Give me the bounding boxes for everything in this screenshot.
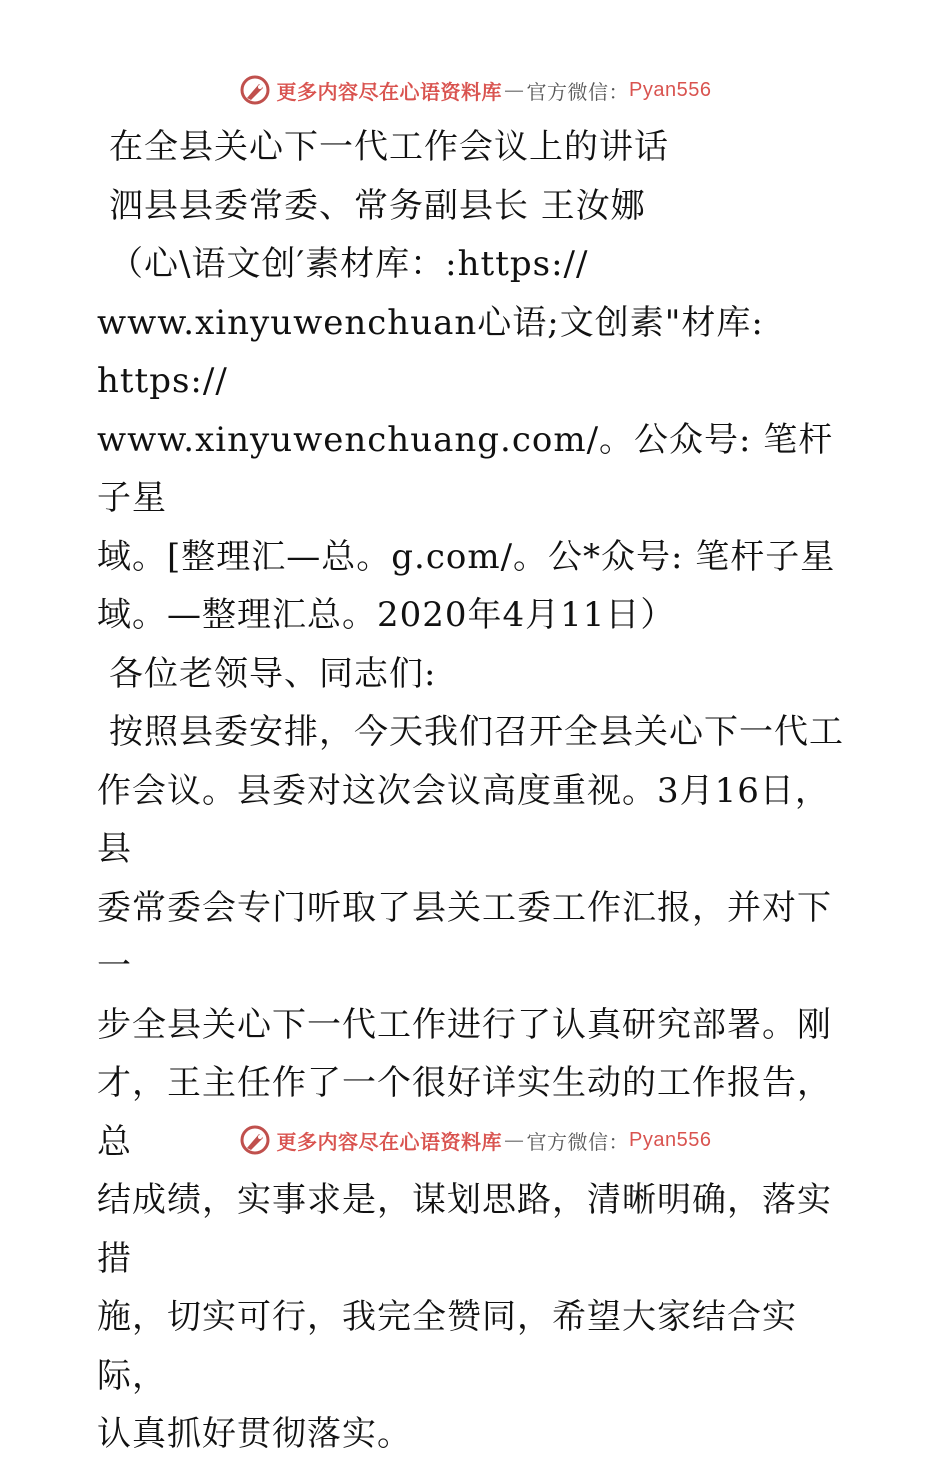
source-line: www.xinyuwenchuang.com/。公众号: 笔杆子星 xyxy=(97,419,834,518)
source-line: 域。[整理汇—总。g.com/。公*众号: 笔杆子星 xyxy=(97,536,836,577)
body-line: 才，王主任作了一个很好详实生动的工作报告，总 xyxy=(97,1063,832,1162)
body-line: 认真抓好贯彻落实。 xyxy=(97,1414,412,1454)
body-line: 施，切实可行，我完全赞同，希望大家结合实际， xyxy=(97,1297,797,1396)
salutation: 各位老领导、同志们: xyxy=(109,653,437,694)
source-line: www.xinyuwenchuan心语;文创素"材库: https:// xyxy=(97,302,764,401)
body-line: 作会议。县委对这次会议高度重视。3月16日，县 xyxy=(97,770,830,869)
body-line: 结成绩，实事求是，谋划思路，清晰明确，落实措 xyxy=(97,1180,832,1279)
document-title: 在全县关心下一代工作会议上的讲话 xyxy=(109,127,669,167)
source-line: （心\语文创′素材库：:https:// xyxy=(109,244,589,284)
header-banner xyxy=(0,70,950,110)
banner-promo-text: 更多内容尽在心语资料库 xyxy=(276,1129,503,1154)
banner-account: Pyan556 xyxy=(629,1128,712,1151)
document-body xyxy=(97,118,857,1464)
footer-banner xyxy=(0,1120,950,1160)
source-line: 域。—整理汇总。2020年4月11日） xyxy=(97,595,676,635)
banner-separator: — xyxy=(504,78,525,102)
banner-promo-text: 更多内容尽在心语资料库 xyxy=(276,79,503,104)
body-line: 委常委会专门听取了县关工委工作汇报，并对下一 xyxy=(97,887,832,986)
banner-wechat-label: 官方微信： xyxy=(526,1129,630,1154)
pen-nib-logo-icon xyxy=(239,74,271,106)
pen-nib-logo-icon xyxy=(239,1124,271,1156)
banner-account: Pyan556 xyxy=(629,78,712,101)
banner-wechat-label: 官方微信： xyxy=(526,79,630,104)
body-line: 按照县委安排，今天我们召开全县关心下一代工 xyxy=(109,712,844,752)
body-line: 步全县关心下一代工作进行了认真研究部署。刚 xyxy=(97,1004,832,1045)
document-author: 泗县县委常委、常务副县长 王汝娜 xyxy=(109,185,646,226)
banner-separator: — xyxy=(504,1128,525,1152)
